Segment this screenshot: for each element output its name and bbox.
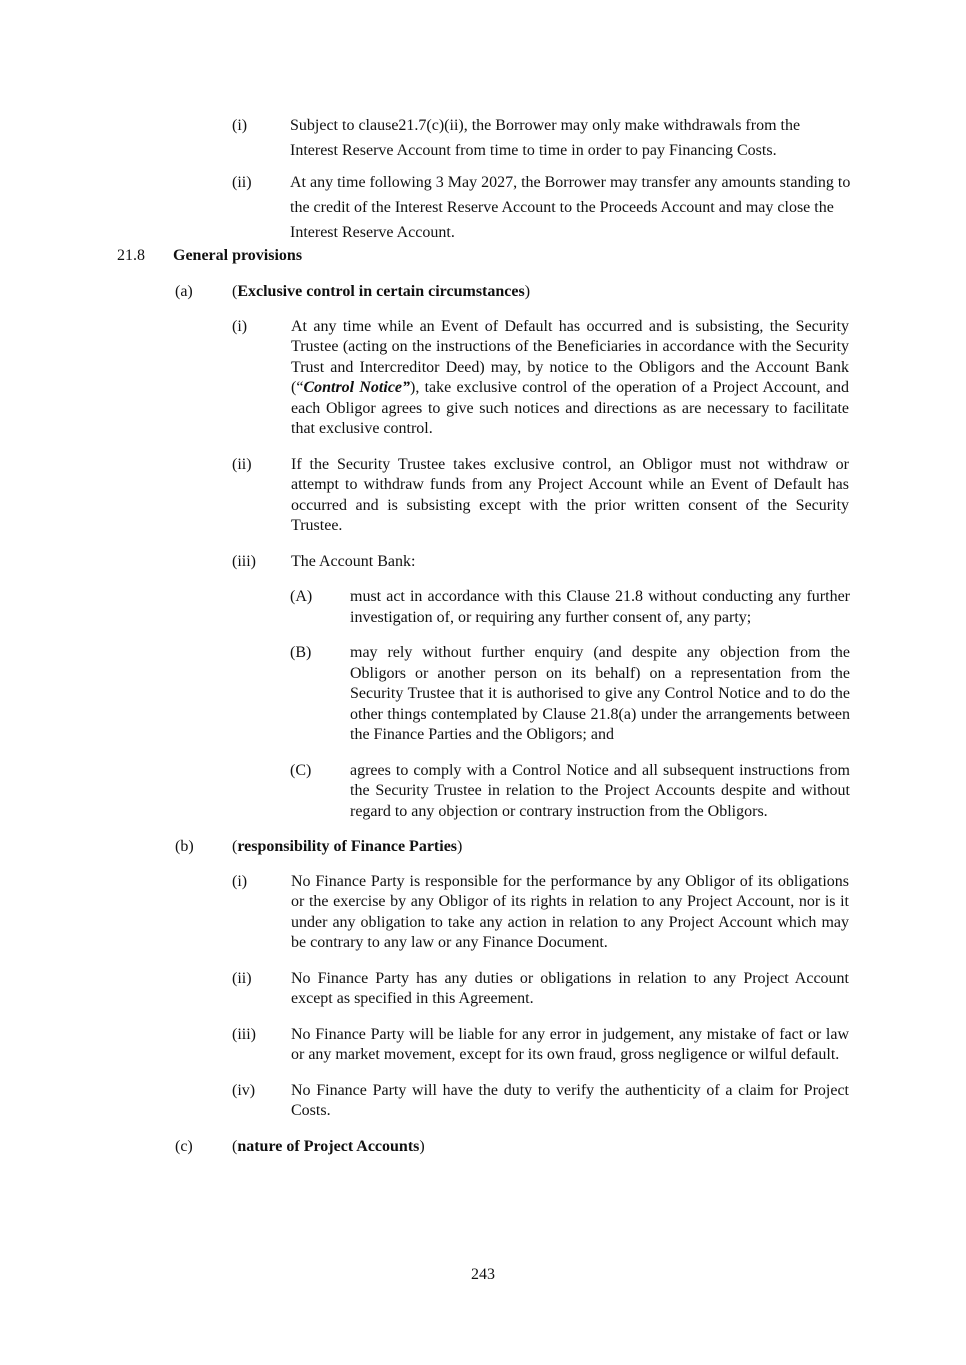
subsection-title-text: responsibility of Finance Parties [237, 838, 458, 856]
list-item [0, 643, 966, 746]
list-item-text: The Account Bank: [291, 552, 416, 570]
list-item [0, 1025, 966, 1066]
subsection-label: (b) [175, 838, 194, 856]
subsection-title-text: Exclusive control in certain circumstances [237, 283, 525, 301]
subsection-title-text: nature of Project Accounts [237, 1137, 420, 1155]
list-item-text: may rely without further enquiry (and despite any objection from the Obligors or another person on its behalf) on a representation from the Security Trustee that it is authorised to give any Control Notice and to do the other things contemplated by Clause 21.8(a) under the arrangements between the Finance Parties and the Obligors; and [350, 644, 850, 744]
list-item-label: (C) [290, 761, 312, 779]
list-item [0, 455, 966, 537]
paren-close: ) [524, 283, 531, 301]
list-item-text: At any time following 3 May 2027, the Borrower may transfer any amounts standing to the credit of the Interest Reserve Account to the Proceeds Account and may close the Interest Reserve Account. [290, 174, 851, 241]
subsection-heading [0, 282, 966, 303]
defined-term: Control Notice” [303, 379, 411, 397]
list-item [0, 761, 966, 823]
subsection-title [232, 282, 530, 303]
list-item [0, 114, 966, 163]
list-item-text: Subject to clause21.7(c)(ii), the Borrower may only make withdrawals from the Interest Reserve Account from time to time in order to pay Financing Costs. [290, 117, 801, 159]
list-item-label: (ii) [232, 969, 252, 987]
list-item [0, 1081, 966, 1122]
section-title: General provisions [173, 246, 303, 264]
list-item-label: (i) [232, 317, 248, 335]
list-item-label: (B) [290, 644, 312, 662]
list-item-text [291, 317, 849, 440]
list-item [0, 317, 966, 440]
list-item-label: (iii) [232, 1025, 256, 1043]
list-item-text: agrees to comply with a Control Notice and all subsequent instructions from the Security Trustee in relation to the Project Accounts despite and without regard to any objection or contrary instruction from the Obligors. [350, 761, 850, 820]
text-post: ), take exclusive control of the operation of a Project Account, and each Obligor agrees to give such notices and directions as are necessary to facilitate that exclusive control. [291, 379, 849, 438]
list-item-label: (ii) [232, 455, 252, 473]
list-item [0, 969, 966, 1010]
list-item [0, 552, 966, 573]
list-item [0, 872, 966, 954]
list-item-text: No Finance Party will be liable for any error in judgement, any mistake of fact or law or any market movement, except for its own fraud, gross negligence or wilful default. [291, 1025, 849, 1064]
paren-open: ( [232, 283, 238, 301]
paren-open: ( [232, 1137, 238, 1155]
subsection-label: (c) [175, 1137, 193, 1155]
paren-close: ) [457, 838, 463, 856]
list-item-label: (i) [232, 117, 248, 134]
subsection-title [232, 1137, 425, 1158]
section-number: 21.8 [117, 246, 145, 264]
list-item [0, 587, 966, 628]
list-item-text: No Finance Party will have the duty to verify the authenticity of a claim for Project Costs. [291, 1081, 849, 1120]
list-item-text: No Finance Party is responsible for the performance by any Obligor of its obligations or the exercise by any Obligor of its rights in relation to any Project Account, nor is it under any obligation to take any action in relation to any Project Account which may be contrary to any law or any Finance Document. [291, 872, 849, 952]
subsection-heading [0, 1137, 966, 1158]
list-item-label: (i) [232, 872, 248, 890]
list-item-label: (A) [290, 588, 313, 606]
subsection-heading [0, 837, 966, 858]
list-item-text: If the Security Trustee takes exclusive control, an Obligor must not withdraw or attempt to withdraw funds from any Project Account while an Event of Default has occurred and is subsisting except with the prior written consent of the Security Trustee. [291, 455, 849, 535]
paren-open: ( [232, 838, 238, 856]
list-item-label: (iii) [232, 552, 256, 570]
list-item-text: must act in accordance with this Clause 21.8 without conducting any further investigation of, or requiring any further consent of, any party; [350, 588, 850, 626]
page-number: 243 [471, 1266, 495, 1283]
subsection-label: (a) [175, 283, 193, 301]
paren-close: ) [419, 1137, 425, 1155]
section-heading [0, 246, 966, 267]
list-item-text: No Finance Party has any duties or obligations in relation to any Project Account except as specified in this Agreement. [291, 969, 849, 1008]
list-item [0, 171, 966, 245]
text-pre: At any time while an Event of Default has occurred and is subsisting, the Security Trustee (acting on the instructions of the Beneficiaries in accordance with the Security Trust and Intercreditor Deed) may, by notice to the Obligors and the Account Bank (“ [291, 317, 849, 397]
list-item-label: (ii) [232, 174, 252, 192]
subsection-title [232, 837, 462, 858]
list-item-label: (iv) [232, 1081, 256, 1099]
